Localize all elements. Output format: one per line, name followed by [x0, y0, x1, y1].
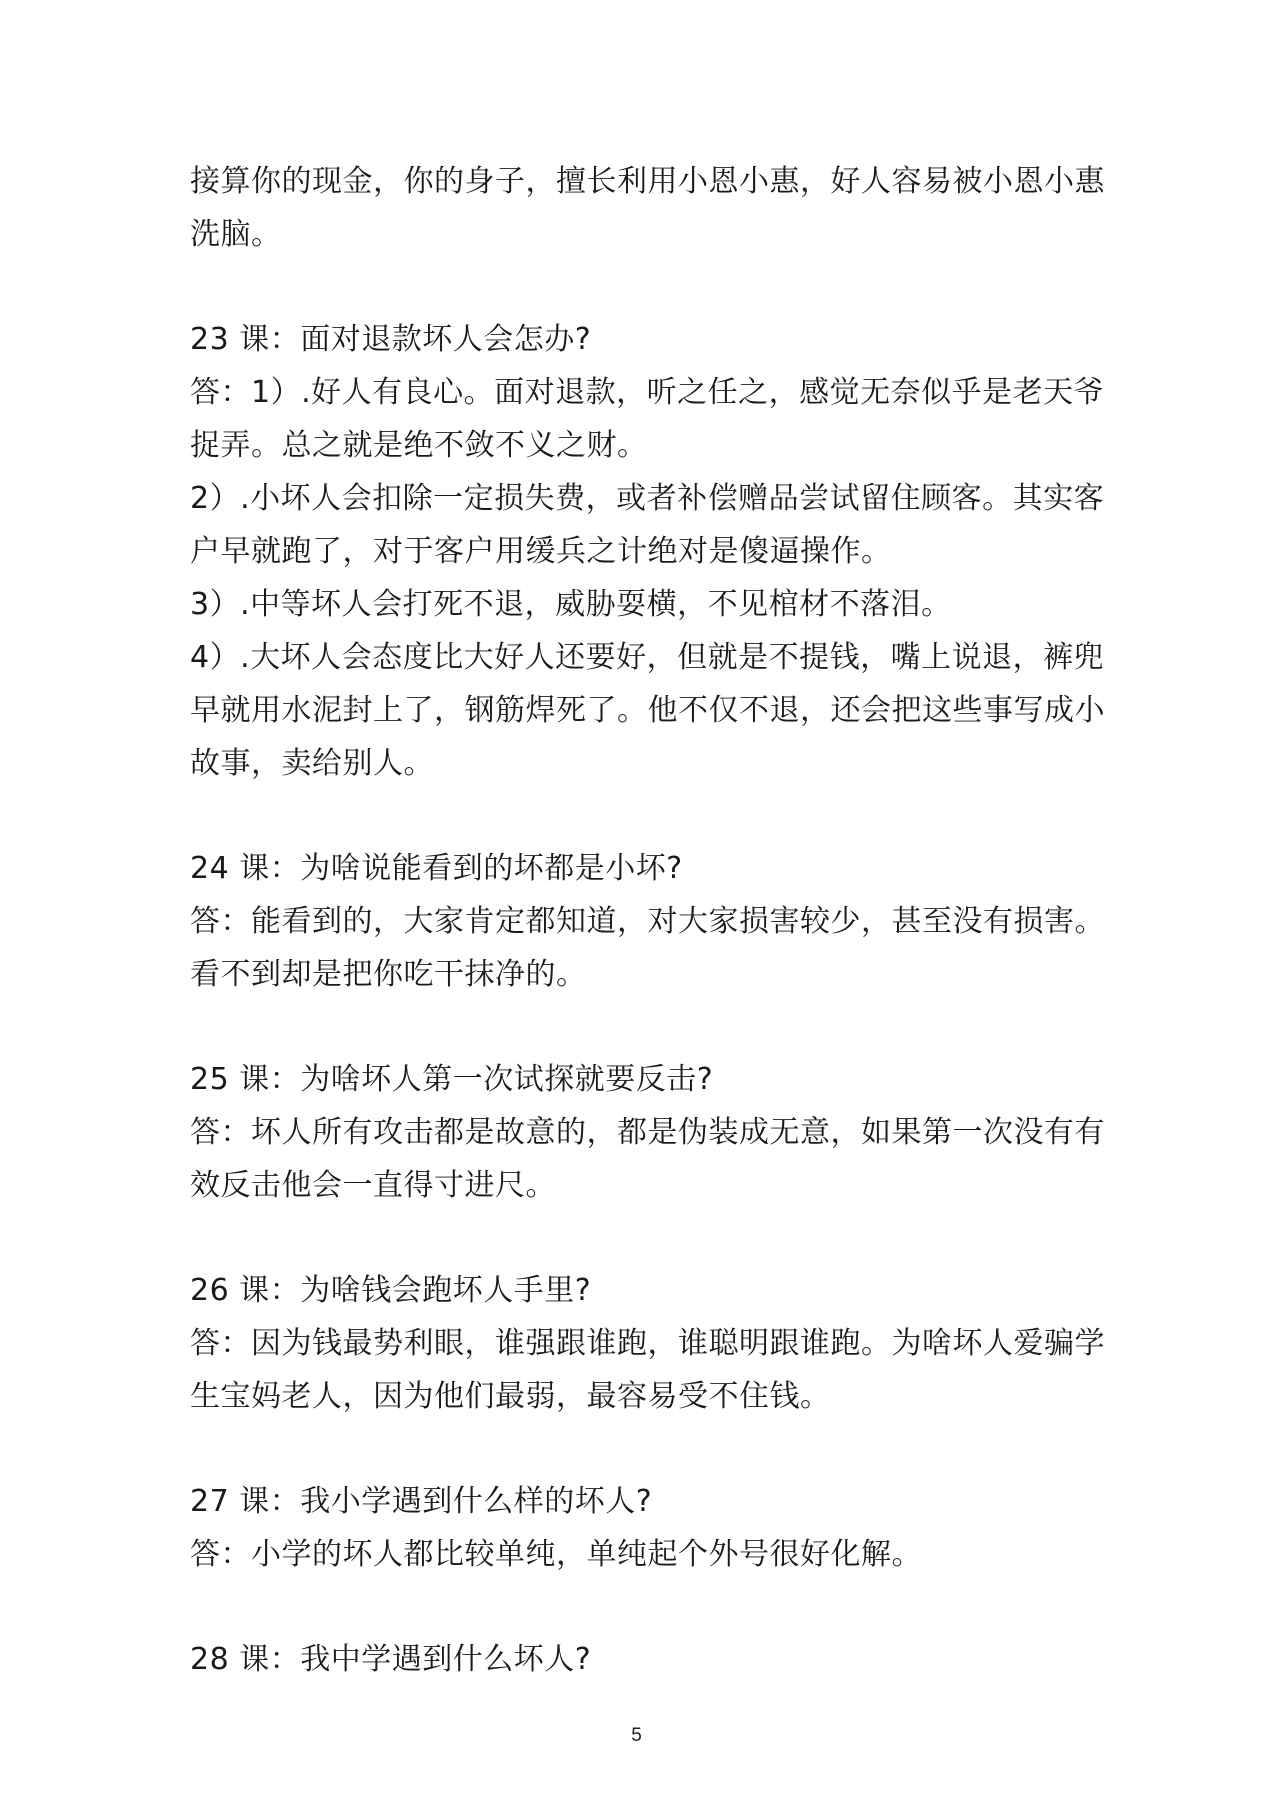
lesson-28 [190, 1633, 1120, 1686]
text-line: 接算你的现金，你的身子，擅长利用小恩小惠，好人容易被小恩小惠 [190, 164, 1105, 199]
page-number: 5 [631, 1725, 642, 1746]
lesson-24 [190, 842, 1120, 1001]
lesson-title: 23 课：面对退款坏人会怎办? [190, 322, 592, 357]
lesson-27 [190, 1475, 1120, 1581]
text-line: 户早就跑了，对于客户用缓兵之计绝对是傻逼操作。 [190, 534, 892, 569]
lesson-25 [190, 1053, 1120, 1212]
lesson-23 [190, 313, 1120, 790]
text-line: 答：1）.好人有良心。面对退款，听之任之，感觉无奈似乎是老天爷 [190, 375, 1105, 410]
lesson-title: 27 课：我小学遇到什么样的坏人? [190, 1484, 653, 1519]
text-line: 3）.中等坏人会打死不退，威胁耍横，不见棺材不落泪。 [190, 587, 952, 622]
text-line: 答：能看到的，大家肯定都知道，对大家损害较少，甚至没有损害。 [190, 904, 1105, 939]
text-line: 故事，卖给别人。 [190, 746, 434, 781]
text-line: 洗脑。 [190, 217, 282, 252]
lesson-title: 26 课：为啥钱会跑坏人手里? [190, 1273, 592, 1308]
text-line: 看不到却是把你吃干抹净的。 [190, 957, 587, 992]
text-line: 捉弄。总之就是绝不敛不义之财。 [190, 428, 648, 463]
text-line: 早就用水泥封上了，钢筋焊死了。他不仅不退，还会把这些事写成小 [190, 693, 1105, 728]
text-line: 4）.大坏人会态度比大好人还要好，但就是不提钱，嘴上说退，裤兜 [190, 640, 1105, 675]
lesson-26 [190, 1264, 1120, 1423]
intro-paragraph [190, 155, 1120, 261]
text-line: 答：因为钱最势利眼，谁强跟谁跑，谁聪明跟谁跑。为啥坏人爱骗学 [190, 1326, 1105, 1361]
text-line: 答：坏人所有攻击都是故意的，都是伪装成无意，如果第一次没有有 [190, 1115, 1105, 1150]
lesson-title: 25 课：为啥坏人第一次试探就要反击? [190, 1062, 714, 1097]
text-line: 2）.小坏人会扣除一定损失费，或者补偿赠品尝试留住顾客。其实客 [190, 481, 1105, 516]
text-line: 效反击他会一直得寸进尺。 [190, 1168, 556, 1203]
text-line: 生宝妈老人，因为他们最弱，最容易受不住钱。 [190, 1379, 831, 1414]
page-content [190, 155, 1120, 1686]
text-line: 答：小学的坏人都比较单纯，单纯起个外号很好化解。 [190, 1537, 922, 1572]
lesson-title: 24 课：为啥说能看到的坏都是小坏? [190, 851, 683, 886]
lesson-title: 28 课：我中学遇到什么坏人? [190, 1642, 592, 1677]
